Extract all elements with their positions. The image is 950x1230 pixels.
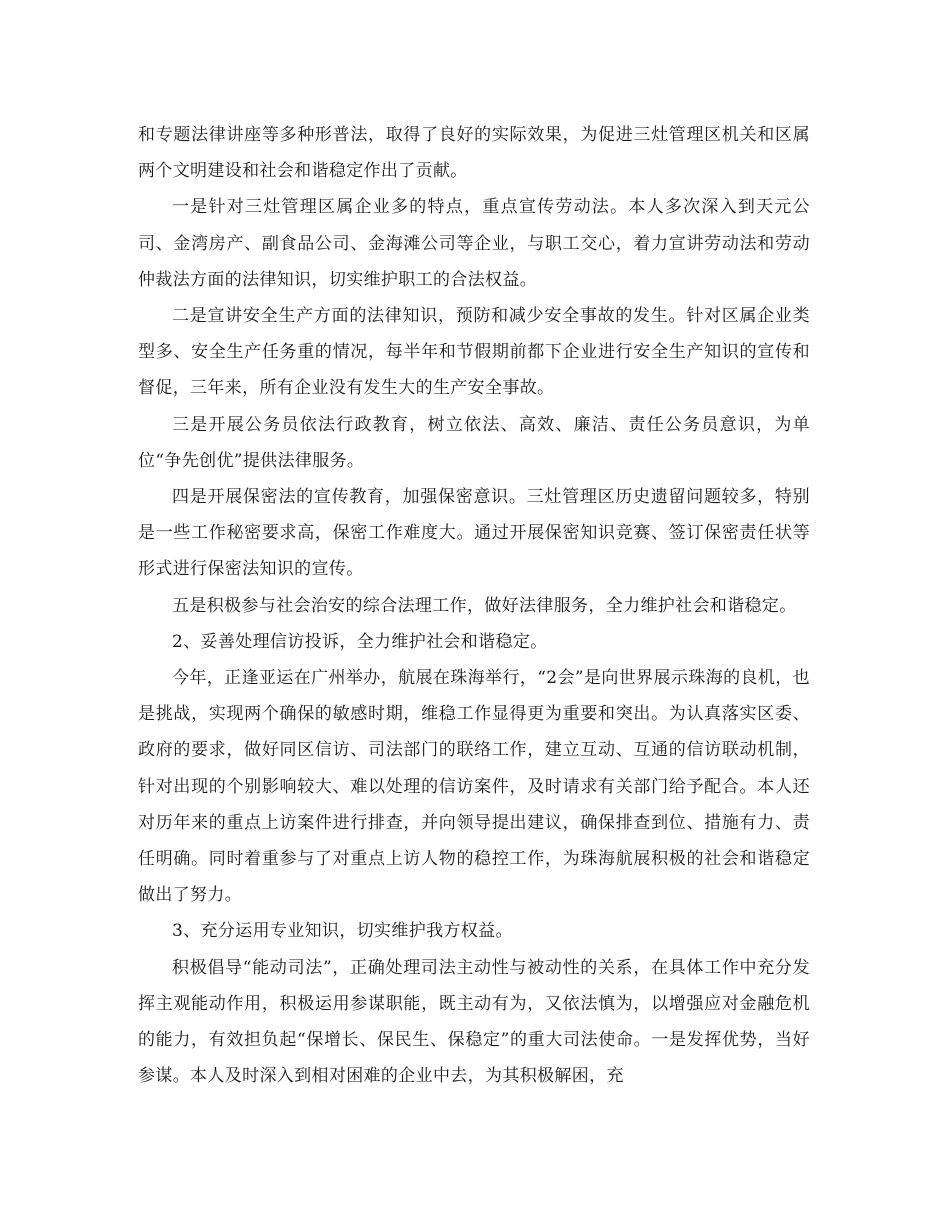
paragraph-labor-law: 一是针对三灶管理区属企业多的特点，重点宣传劳动法。本人多次深入到天元公司、金湾房产、副食品公司、金海滩公司等企业，与职工交心，着力宣讲劳动法和劳动仲裁法方面的法律知识，切实维护职工的合法权益。 — [138, 197, 810, 290]
paragraph-public-security: 五是积极参与社会治安的综合法理工作，做好法律服务，全力维护社会和谐稳定。 — [172, 595, 797, 616]
heading-expertise: 3、充分运用专业知识，切实维护我方权益。 — [172, 921, 513, 942]
paragraph-confidentiality: 四是开展保密法的宣传教育，加强保密意识。三灶管理区历史遗留问题较多，特别是一些工作秘密要求高，保密工作难度大。通过开展保密知识竞赛、签订保密责任状等形式进行保密法知识的宣传。 — [138, 487, 810, 580]
paragraph-active-justice: 积极倡导“能动司法”，正确处理司法主动性与被动性的关系，在具体工作中充分发挥主观能动作用，积极运用参谋职能，既主动有为，又依法慎为，以增强应对金融危机的能力，有效担负起“保增长、保民生、保稳定”的重大司法使命。一是发挥优势，当好参谋。本人及时深入到相对困难的企业中去，为其积极解困，充 — [138, 957, 810, 1087]
paragraph-petitions: 今年，正逢亚运在广州举办，航展在珠海举行，“2会”是向世界展示珠海的良机，也是挑战，实现两个确保的敏感时期，维稳工作显得更为重要和突出。为认真落实区委、政府的要求，做好同区信访、司法部门的联络工作，建立互动、互通的信访联动机制，针对出现的个别影响较大、难以处理的信访案件，及时请求有关部门给予配合。本人还对历年来的重点上访案件进行排查，并向领导提出建议，确保排查到位、措施有力、责任明确。同时着重参与了对重点上访人物的稳控工作，为珠海航展积极的社会和谐稳定做出了努力。 — [138, 668, 810, 906]
heading-petitions: 2、妥善处理信访投诉，全力维护社会和谐稳定。 — [172, 631, 548, 652]
paragraph-safety-production: 二是宣讲安全生产方面的法律知识，预防和减少安全事故的发生。针对区属企业类型多、安全生产任务重的情况，每半年和节假期前都下企业进行安全生产知识的宣传和督促，三年来，所有企业没有发生大的生产安全事故。 — [138, 306, 810, 399]
paragraph-continuation: 和专题法律讲座等多种形普法，取得了良好的实际效果，为促进三灶管理区机关和区属两个文明建设和社会和谐稳定作出了贡献。 — [138, 125, 810, 182]
document-body — [138, 117, 810, 1094]
paragraph-civil-servant: 三是开展公务员依法行政教育，树立依法、高效、廉洁、责任公务员意识，为单位“争先创优”提供法律服务。 — [138, 414, 810, 471]
